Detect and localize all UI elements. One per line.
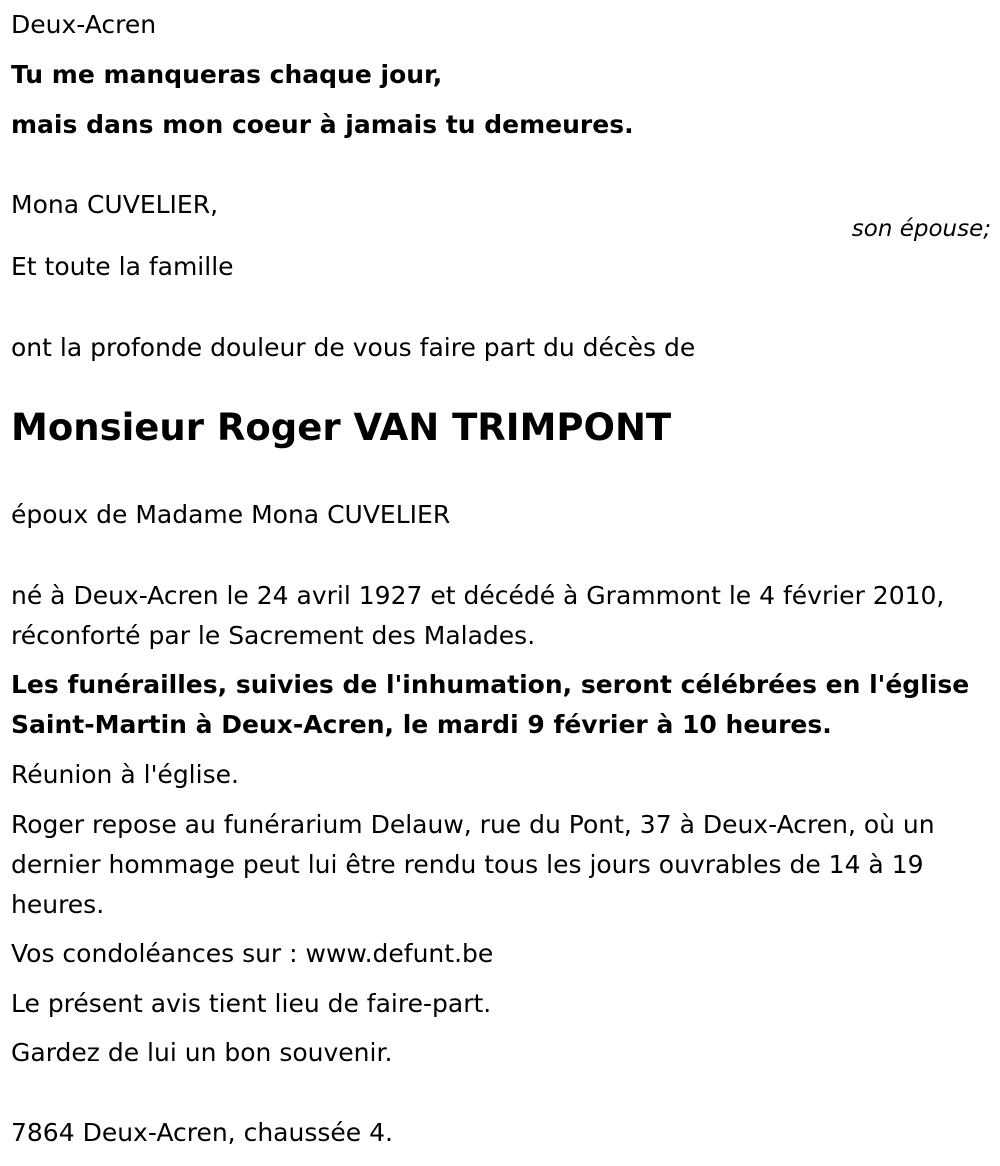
condolences-text: Vos condoléances sur : www.defunt.be [11,939,494,968]
viewing-text: Roger repose au funérarium Delauw, rue du Pont, 37 à Deux-Acren, où un dernier hommage peut lui être rendu tous les jours ouvrables de 14 à 19 heures. [11,810,935,919]
meeting-text: Réunion à l'église. [11,760,239,789]
remember-text: Gardez de lui un bon souvenir. [11,1038,393,1067]
spouse-role: son épouse; [851,216,991,242]
spouse-name: Mona CUVELIER, [11,190,219,219]
deceased-name: Monsieur Roger VAN TRIMPONT [11,406,672,449]
family-others: Et toute la famille [11,252,234,281]
address-text: 7864 Deux-Acren, chaussée 4. [11,1118,393,1147]
spouse-of-text: époux de Madame Mona CUVELIER [11,500,451,529]
funeral-ceremony-text: Les funérailles, suivies de l'inhumation, seront célébrées en l'église Saint-Martin à Deux-Acren, le mardi 9 février à 10 heures. [11,670,970,739]
place-heading: Deux-Acren [11,10,157,39]
birth-death-text: né à Deux-Acren le 24 avril 1927 et décédé à Grammont le 4 février 2010, réconforté par le Sacrement des Malades. [11,581,945,650]
quote-line-2: mais dans mon coeur à jamais tu demeures. [11,110,634,139]
quote-line-1: Tu me manqueras chaque jour, [11,60,443,89]
announcement-text: ont la profonde douleur de vous faire part du décès de [11,333,696,362]
notice-text: Le présent avis tient lieu de faire-part. [11,989,492,1018]
